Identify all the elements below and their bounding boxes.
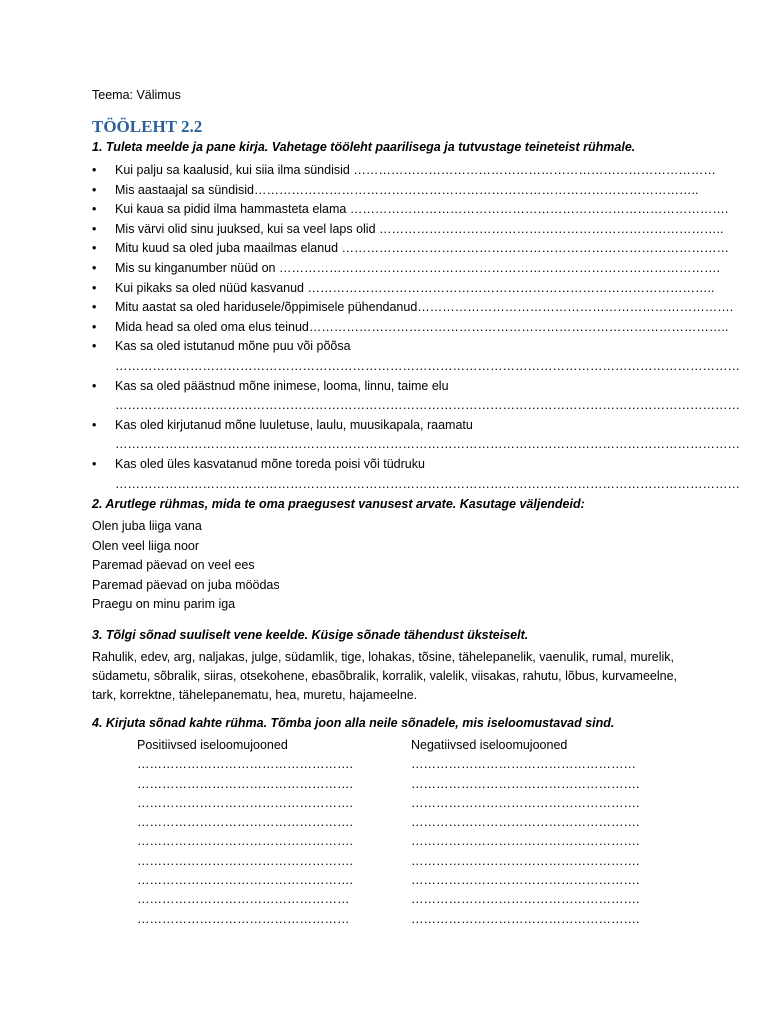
answer-line[interactable]: …………………………………………………………………………………………….. xyxy=(253,182,699,197)
list-item xyxy=(92,337,740,376)
question-text: Mis värvi olid sinu juuksed, kui sa veel laps olid xyxy=(115,221,380,236)
answer-line[interactable]: ……………………………………………. xyxy=(137,776,353,791)
answer-line[interactable]: ……………………………………………………………………………………….. xyxy=(308,319,729,334)
question-text: Kui kaua sa pidid ilma hammasteta elama xyxy=(115,202,350,217)
task-3-word-list: Rahulik, edev, arg, naljakas, julge, südamlik, tige, lohakas, tõsine, tähelepanelik, vaenulik, rumal, murelik, südametu, sõbralik, siiras, otsekohene, ebasõbralik, korralik, valelik, viisakas, rahutu, lõbus, kurvameelne, tark, korrektne, tähelepanematu, hea, muretu, hajameelne. xyxy=(92,650,677,702)
answer-line[interactable]: …………………………………………………………………. xyxy=(417,300,734,315)
question-text: Kas sa oled päästnud mõne inimese, looma, linnu, taime elu xyxy=(115,378,449,393)
answer-line[interactable]: …………………………………………………………………………………………………………………………………… xyxy=(115,476,740,491)
positive-traits-header: Positiivsed iseloomujooned xyxy=(137,738,288,752)
bullet-icon: • xyxy=(92,339,97,354)
page-title: TÖÖLEHT 2.2 xyxy=(92,117,203,136)
bullet-icon: • xyxy=(92,163,97,177)
question-text: Mitu aastat sa oled haridusele/õppimisele pühendanud xyxy=(115,300,418,315)
list-item xyxy=(92,298,734,318)
answer-line[interactable]: ………………………………………………. xyxy=(411,873,640,888)
answer-line[interactable]: …………………………………………… xyxy=(137,892,350,907)
list-item xyxy=(92,279,715,299)
positive-traits-column xyxy=(137,736,353,929)
bullet-icon: • xyxy=(92,300,97,315)
question-text: Mis aastaajal sa sündisid xyxy=(115,182,254,197)
topic-line: Teema: Välimus xyxy=(92,88,181,102)
answer-line[interactable]: ……………………………………………. xyxy=(137,815,353,830)
bullet-icon: • xyxy=(92,280,97,295)
answer-line[interactable]: ……………………………………………. xyxy=(137,795,353,810)
answer-line[interactable]: ………………………………………………. xyxy=(411,776,640,791)
question-text: Kas sa oled istutanud mõne puu või põõsa xyxy=(115,339,351,354)
bullet-icon: • xyxy=(92,456,97,471)
list-item xyxy=(92,220,724,240)
answer-line[interactable]: ………………………………………………. xyxy=(411,815,640,830)
question-text: Kas oled üles kasvatanud mõne toreda poisi või tüdruku xyxy=(115,456,425,471)
list-item xyxy=(92,318,729,338)
bullet-icon: • xyxy=(92,182,97,197)
answer-line[interactable]: …………………………………………………………………………………………………………………………………… xyxy=(115,398,740,413)
bullet-icon: • xyxy=(92,202,97,217)
question-text: Kui palju sa kaalusid, kui siia ilma sündisid xyxy=(115,163,354,177)
bullet-icon: • xyxy=(92,241,97,256)
answer-line[interactable]: ……………………………………………. xyxy=(137,853,353,868)
answer-line[interactable]: ……………………………………………………………………………………………. xyxy=(278,260,720,275)
task-3-heading: 3. Tõlgi sõnad suuliselt vene keelde. Küsige sõnade tähendust üksteiselt. xyxy=(92,628,529,642)
list-item xyxy=(92,455,740,494)
list-item xyxy=(92,200,729,220)
list-item xyxy=(92,161,716,181)
task-1-heading: 1. Tuleta meelde ja pane kirja. Vahetage tööleht paarilisega ja tutvustage teineteist rühmale. xyxy=(92,140,636,154)
answer-line[interactable]: …………………………………………………………………………… xyxy=(353,163,716,177)
answer-line[interactable]: ………………………………………………. xyxy=(411,892,640,907)
answer-line[interactable]: ……………………………………………. xyxy=(137,757,353,772)
answer-line[interactable]: ……………………………………………. xyxy=(137,834,353,849)
task-4-heading: 4. Kirjuta sõnad kahte rühma. Tõmba joon alla neile sõnadele, mis iseloomustavad sind. xyxy=(92,716,615,730)
list-item xyxy=(92,259,720,279)
question-text: Mis su kinganumber nüüd on xyxy=(115,260,279,275)
answer-line[interactable]: ………………………………………………. xyxy=(411,853,640,868)
bullet-icon: • xyxy=(92,417,97,432)
answer-line[interactable]: ……………………………………………… xyxy=(411,757,636,772)
bullet-icon: • xyxy=(92,221,97,236)
task-1-question-list xyxy=(92,161,740,494)
answer-line[interactable]: ………………………………………………. xyxy=(411,834,640,849)
answer-line[interactable]: ………………………………………………………………………………. xyxy=(349,202,729,217)
question-text: Kui pikaks sa oled nüüd kasvanud xyxy=(115,280,308,295)
list-item xyxy=(92,181,699,201)
phrase: Olen veel liiga noor xyxy=(92,538,200,553)
task-2-heading: 2. Arutlege rühmas, mida te oma praegusest vanusest arvate. Kasutage väljendeid: xyxy=(92,497,585,511)
answer-line[interactable]: ………………………………………………. xyxy=(411,911,640,926)
answer-line[interactable]: …………………………………………………………………………………………………………………………………… xyxy=(115,358,740,373)
list-item xyxy=(92,416,740,455)
question-text: Kas oled kirjutanud mõne luuletuse, laulu, muusikapala, raamatu xyxy=(115,417,473,432)
bullet-icon: • xyxy=(92,319,97,334)
answer-line[interactable]: ……………………………………………. xyxy=(137,873,353,888)
phrase: Paremad päevad on veel ees xyxy=(92,558,255,572)
answer-line[interactable]: …………………………………………………………………………………………………………………………………… xyxy=(115,437,740,452)
list-item xyxy=(92,239,730,259)
answer-line[interactable]: …………………………………………… xyxy=(137,911,350,926)
negative-traits-column xyxy=(411,736,639,929)
bullet-icon: • xyxy=(92,260,97,275)
bullet-icon: • xyxy=(92,378,97,393)
answer-line[interactable]: ………………………………………………. xyxy=(411,795,640,810)
phrase: Olen juba liiga vana xyxy=(92,519,202,533)
task-2-phrases xyxy=(92,517,280,615)
list-item xyxy=(92,377,740,416)
negative-traits-header: Negatiivsed iseloomujooned xyxy=(411,738,568,752)
question-text: Mitu kuud sa oled juba maailmas elanud xyxy=(115,241,342,256)
answer-line[interactable]: ………………………………………………………………………………… xyxy=(341,241,730,256)
answer-line[interactable]: …………………………………………………………………………………….. xyxy=(307,280,715,295)
answer-line[interactable]: ……………………………………………………………………….. xyxy=(379,221,724,236)
phrase: Praegu on minu parim iga xyxy=(92,597,236,611)
question-text: Mida head sa oled oma elus teinud xyxy=(115,319,309,334)
phrase: Paremad päevad on juba möödas xyxy=(92,577,280,592)
